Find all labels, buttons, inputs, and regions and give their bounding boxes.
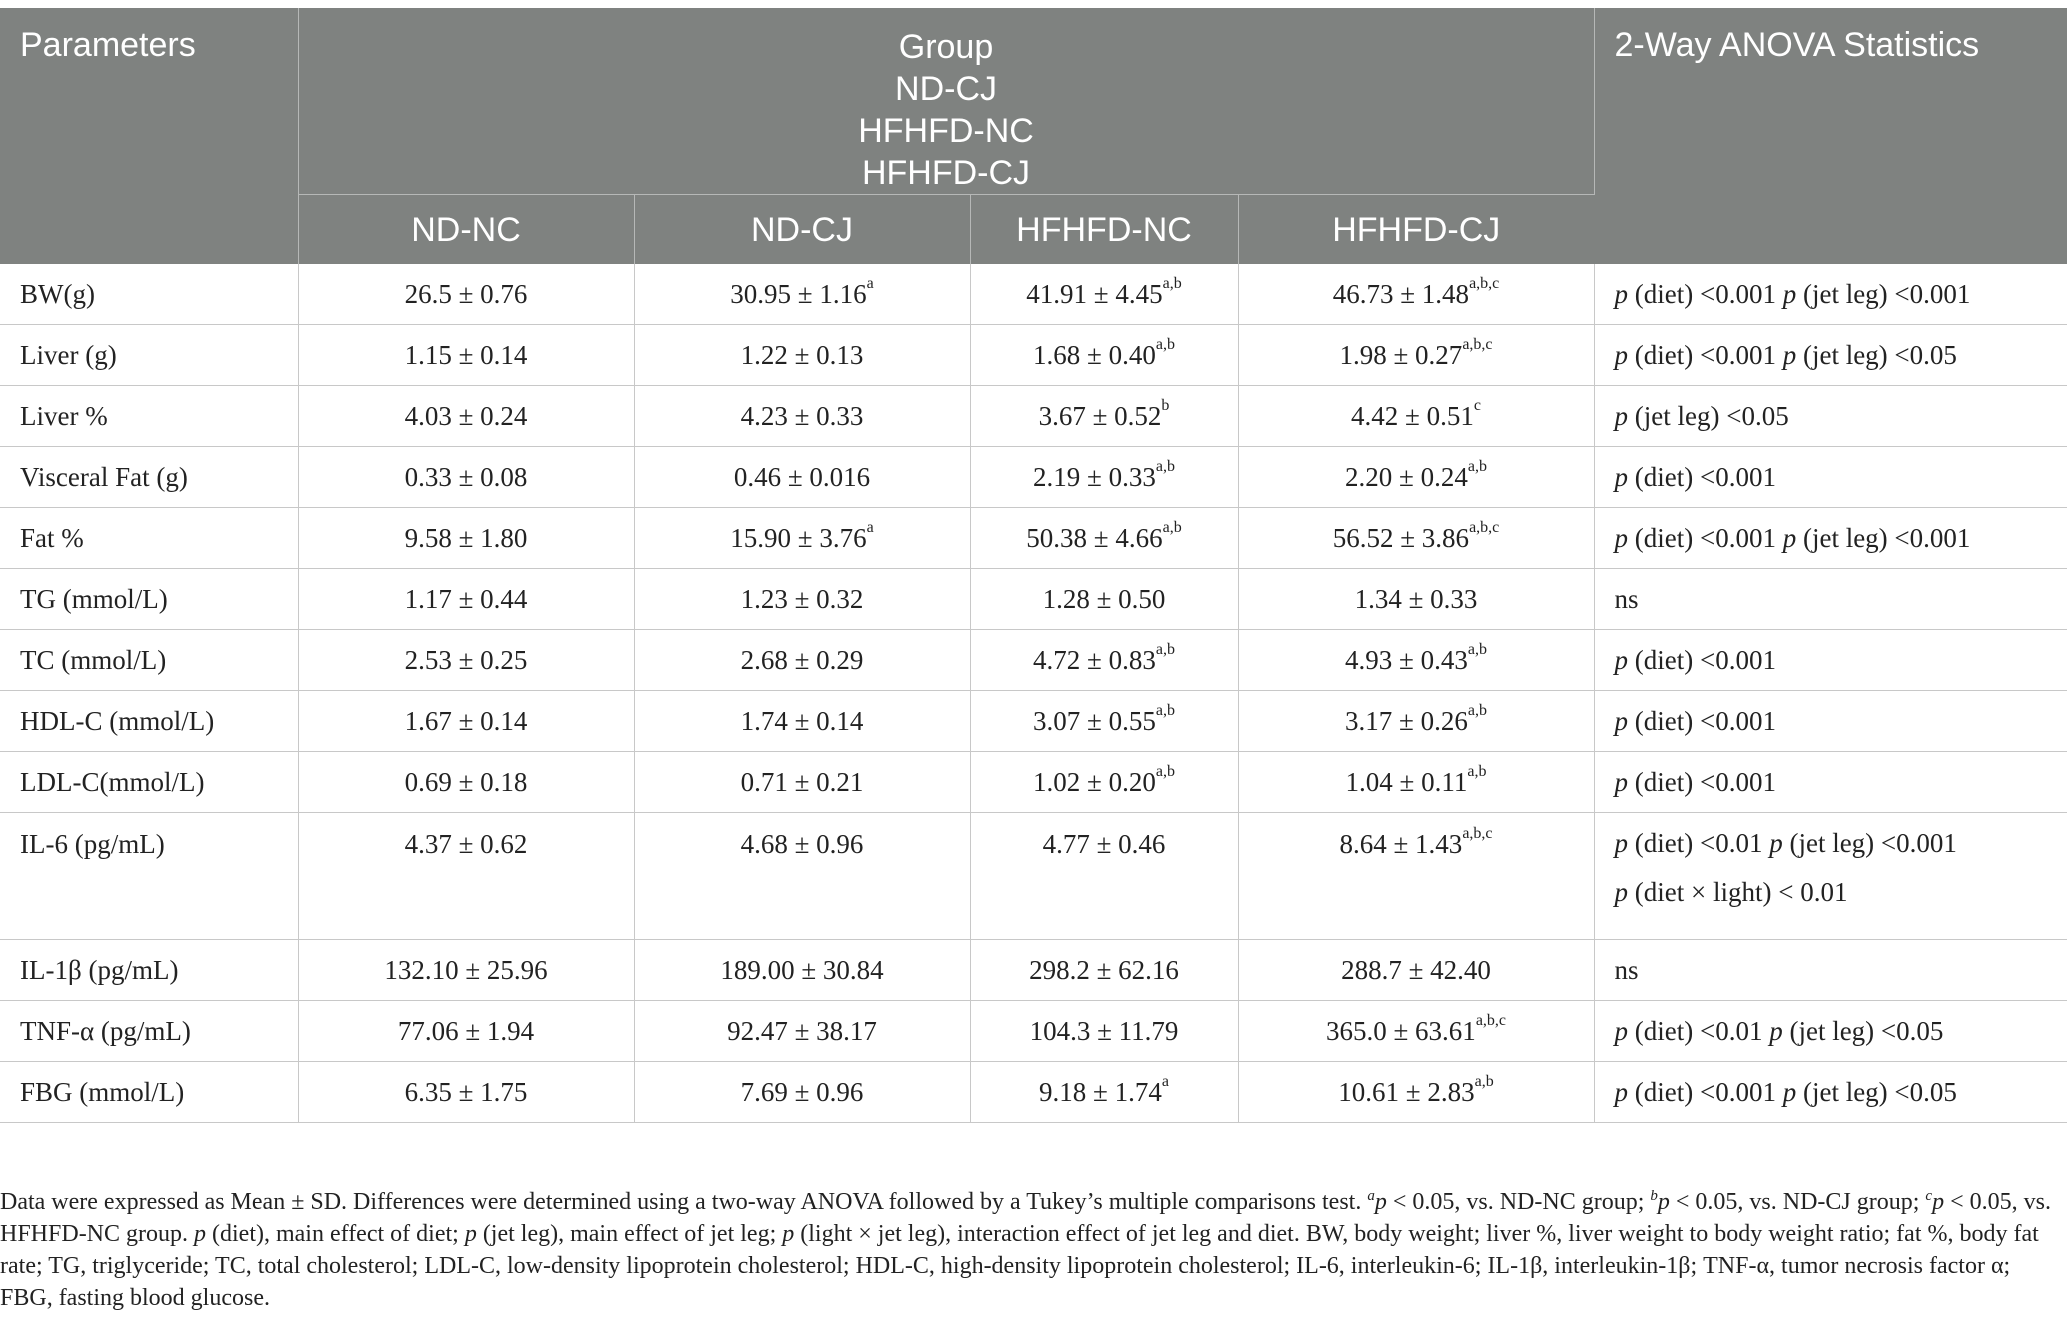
row-value: $365.0 \pm 63.61^{a,b,c}$	[1238, 1001, 1594, 1062]
significance-marker: a,b	[1162, 274, 1182, 292]
header-anova: 2-Way ANOVA Statistics	[1594, 8, 2067, 264]
row-parameter: TNF-α (pg/mL)	[0, 1001, 298, 1062]
row-value: 0.71 ± 0.21	[634, 752, 970, 813]
significance-marker: a,b,c	[1469, 518, 1500, 536]
table-row	[0, 1062, 2067, 1123]
row-anova-stat: p (diet) <0.001 p (jet leg) <0.05	[1594, 325, 2067, 386]
row-anova-stat: p (diet) <0.001	[1594, 752, 2067, 813]
table-body	[0, 264, 2067, 1123]
header-group-line: ND-CJ	[895, 70, 997, 108]
table-row	[0, 386, 2067, 447]
row-value: $1.68 \pm 0.40^{a,b}$	[970, 325, 1238, 386]
header-parameters: Parameters	[0, 8, 298, 264]
row-value: $3.07 \pm 0.55^{a,b}$	[970, 691, 1238, 752]
table-row	[0, 630, 2067, 691]
row-value: 1.22 ± 0.13	[634, 325, 970, 386]
row-value: 4.77 ± 0.46	[970, 813, 1238, 940]
row-value: $1.04 \pm 0.11^{a,b}$	[1238, 752, 1594, 813]
header-group	[298, 8, 1594, 195]
row-value: 0.46 ± 0.016	[634, 447, 970, 508]
row-value: $4.93 \pm 0.43^{a,b}$	[1238, 630, 1594, 691]
significance-marker: a,b,c	[1462, 825, 1493, 842]
table-row	[0, 940, 2067, 1001]
significance-marker: a,b	[1155, 457, 1175, 475]
header-group-line: Group	[898, 28, 994, 66]
significance-marker: a,b	[1155, 335, 1175, 353]
row-value: 288.7 ± 42.40	[1238, 940, 1594, 1001]
row-value: $56.52 \pm 3.86^{a,b,c}$	[1238, 508, 1594, 569]
row-value: 92.47 ± 38.17	[634, 1001, 970, 1062]
row-anova-stat: p (diet) <0.01 p (jet leg) <0.001 p (diet × light) < 0.01	[1594, 813, 2067, 940]
row-value: 9.58 ± 1.80	[298, 508, 634, 569]
row-value: 30.95 ± 1.16$^a$	[634, 264, 970, 325]
row-value: 1.28 ± 0.50	[970, 569, 1238, 630]
table-row	[0, 691, 2067, 752]
row-parameter: TC (mmol/L)	[0, 630, 298, 691]
row-value: 1.15 ± 0.14	[298, 325, 634, 386]
row-value: 0.69 ± 0.18	[298, 752, 634, 813]
significance-marker: a	[866, 274, 874, 292]
row-anova-stat: p (diet) <0.001 p (jet leg) <0.001	[1594, 508, 2067, 569]
row-value: 7.69 ± 0.96	[634, 1062, 970, 1123]
row-parameter: TG (mmol/L)	[0, 569, 298, 630]
row-value: 2.53 ± 0.25	[298, 630, 634, 691]
header-subcol: HFHFD-NC	[970, 195, 1238, 265]
row-anova-stat: p (diet) <0.001	[1594, 691, 2067, 752]
row-value: $3.17 \pm 0.26^{a,b}$	[1238, 691, 1594, 752]
header-subcol: ND-NC	[298, 195, 634, 265]
significance-marker: a,b	[1155, 640, 1175, 658]
row-value: 6.35 ± 1.75	[298, 1062, 634, 1123]
row-value: 4.37 ± 0.62	[298, 813, 634, 940]
row-value: $4.72 \pm 0.83^{a,b}$	[970, 630, 1238, 691]
significance-marker: a	[866, 518, 874, 536]
row-value: 77.06 ± 1.94	[298, 1001, 634, 1062]
row-anova-stat: p (diet) <0.001	[1594, 630, 2067, 691]
row-value: $8.64 \pm 1.43^{a,b,c}$	[1238, 813, 1594, 940]
table-row	[0, 508, 2067, 569]
data-table	[0, 8, 2067, 1123]
table-footnote: Data were expressed as Mean ± SD. Differences were determined using a two-way ANOVA followed by a Tukey’s multiple comparisons test. $^a$p < 0.05, vs. ND-NC group; $^b$p < 0.05, vs. ND-CJ group; $^c$p < 0.05, vs. HFHFD-NC group. p (diet), main effect of diet; p (jet leg), main effect of jet leg; p (light × jet leg), interaction effect of jet leg and diet. BW, body weight; liver %, liver weight to body weight ratio; fat %, body fat rate; TG, triglyceride; TC, total cholesterol; LDL-C, low-density lipoprotein cholesterol; HDL-C, high-density lipoprotein cholesterol; IL-6, interleukin-6; IL-1β, interleukin-1β; TNF-α, tumor necrosis factor α; FBG, fasting blood glucose.	[0, 1188, 2051, 1311]
row-value: $2.19 \pm 0.33^{a,b}$	[970, 447, 1238, 508]
significance-marker: a,b	[1467, 701, 1487, 719]
row-parameter: LDL-C(mmol/L)	[0, 752, 298, 813]
row-parameter: IL-6 (pg/mL)	[0, 813, 298, 940]
row-parameter: Fat %	[0, 508, 298, 569]
significance-marker: a	[1161, 1072, 1169, 1090]
table-row	[0, 1001, 2067, 1062]
row-value: 132.10 ± 25.96	[298, 940, 634, 1001]
header-group-line: HFHFD-CJ	[861, 154, 1031, 192]
row-value: 3.67 ± 0.52$^b$	[970, 386, 1238, 447]
row-value: $46.73 \pm 1.48^{a,b,c}$	[1238, 264, 1594, 325]
header-group-line: HFHFD-NC	[858, 112, 1034, 150]
row-anova-stat: p (diet) <0.001 p (jet leg) <0.05	[1594, 1062, 2067, 1123]
row-anova-stat: ns	[1594, 569, 2067, 630]
header-subcol: ND-CJ	[634, 195, 970, 265]
row-value: 1.17 ± 0.44	[298, 569, 634, 630]
significance-marker: a,b	[1155, 762, 1175, 780]
row-parameter: Visceral Fat (g)	[0, 447, 298, 508]
significance-marker: c	[1473, 396, 1481, 414]
table-row	[0, 447, 2067, 508]
significance-marker: a,b	[1467, 640, 1487, 658]
row-anova-stat: p (diet) <0.001 p (jet leg) <0.001	[1594, 264, 2067, 325]
row-parameter: IL-1β (pg/mL)	[0, 940, 298, 1001]
header-subcol: HFHFD-CJ	[1238, 195, 1594, 265]
row-anova-stat: p (diet) <0.01 p (jet leg) <0.05	[1594, 1001, 2067, 1062]
row-anova-stat: ns	[1594, 940, 2067, 1001]
row-value: 0.33 ± 0.08	[298, 447, 634, 508]
table-row	[0, 813, 2067, 940]
row-value: 1.34 ± 0.33	[1238, 569, 1594, 630]
row-value: $50.38 \pm 4.66^{a,b}$	[970, 508, 1238, 569]
row-value: 4.68 ± 0.96	[634, 813, 970, 940]
significance-marker: b	[1161, 396, 1170, 414]
row-value: 4.23 ± 0.33	[634, 386, 970, 447]
row-value: 26.5 ± 0.76	[298, 264, 634, 325]
significance-marker: a,b	[1467, 762, 1487, 780]
row-value: 9.18 ± 1.74$^a$	[970, 1062, 1238, 1123]
row-value: 2.68 ± 0.29	[634, 630, 970, 691]
row-value: 1.23 ± 0.32	[634, 569, 970, 630]
row-value: $1.98 \pm 0.27^{a,b,c}$	[1238, 325, 1594, 386]
row-value: $41.91 \pm 4.45^{a,b}$	[970, 264, 1238, 325]
table-row	[0, 264, 2067, 325]
row-parameter: Liver %	[0, 386, 298, 447]
row-anova-stat: p (jet leg) <0.05	[1594, 386, 2067, 447]
row-value: 15.90 ± 3.76$^a$	[634, 508, 970, 569]
significance-marker: a,b	[1467, 457, 1487, 475]
significance-marker: a,b,c	[1475, 1011, 1507, 1029]
row-value: $1.02 \pm 0.20^{a,b}$	[970, 752, 1238, 813]
table-row	[0, 752, 2067, 813]
row-value: 1.67 ± 0.14	[298, 691, 634, 752]
row-value: $10.61 \pm 2.83^{a,b}$	[1238, 1062, 1594, 1123]
row-value: 189.00 ± 30.84	[634, 940, 970, 1001]
row-value: 298.2 ± 62.16	[970, 940, 1238, 1001]
row-anova-stat: p (diet) <0.001	[1594, 447, 2067, 508]
row-value: 4.03 ± 0.24	[298, 386, 634, 447]
row-value: 4.42 ± 0.51$^c$	[1238, 386, 1594, 447]
row-parameter: HDL-C (mmol/L)	[0, 691, 298, 752]
row-value: 1.74 ± 0.14	[634, 691, 970, 752]
significance-marker: a,b,c	[1462, 335, 1493, 353]
table-row	[0, 325, 2067, 386]
row-parameter: FBG (mmol/L)	[0, 1062, 298, 1123]
significance-marker: a,b	[1474, 1072, 1494, 1090]
significance-marker: a,b	[1162, 518, 1182, 536]
table-row	[0, 569, 2067, 630]
row-parameter: Liver (g)	[0, 325, 298, 386]
significance-marker: a,b	[1155, 701, 1175, 719]
row-value: $2.20 \pm 0.24^{a,b}$	[1238, 447, 1594, 508]
row-parameter: BW(g)	[0, 264, 298, 325]
row-value: 104.3 ± 11.79	[970, 1001, 1238, 1062]
significance-marker: a,b,c	[1469, 274, 1500, 292]
